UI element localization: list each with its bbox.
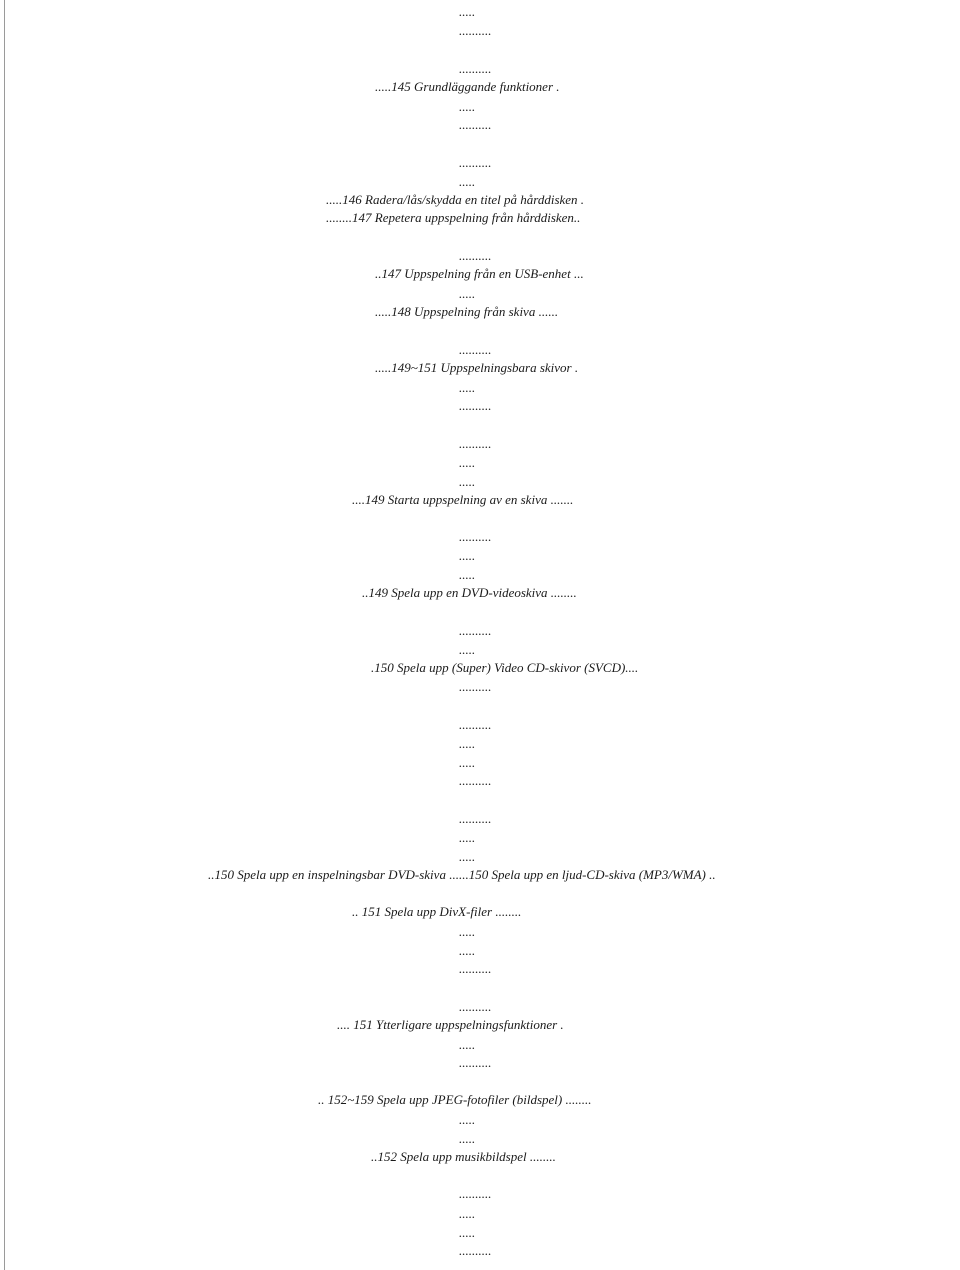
toc-line: ........147 Repetera uppspelning från hårddisken.. <box>326 210 581 225</box>
toc-line: ..... <box>459 642 476 657</box>
toc-line: .......... <box>459 623 492 638</box>
toc-line: ..... <box>459 380 476 395</box>
toc-line: ..149 Spela upp en DVD-videoskiva ........ <box>362 585 577 600</box>
toc-line: .......... <box>459 248 492 263</box>
toc-line: .......... <box>459 961 492 976</box>
toc-line: .. 151 Spela upp DivX-filer ........ <box>352 904 522 919</box>
toc-line: ..152 Spela upp musikbildspel ........ <box>371 1149 556 1164</box>
toc-line: ..... <box>459 1225 476 1240</box>
toc-line: .......... <box>459 773 492 788</box>
toc-line: .......... <box>459 342 492 357</box>
toc-line: .......... <box>459 679 492 694</box>
toc-line: .....149~151 Uppspelningsbara skivor . <box>375 360 579 375</box>
toc-line: .......... <box>459 999 492 1014</box>
toc-line: .....146 Radera/lås/skydda en titel på hårddisken . <box>326 192 585 207</box>
toc-line: ..... <box>459 455 476 470</box>
toc-line: .......... <box>459 529 492 544</box>
toc-line: ..... <box>459 849 476 864</box>
toc-line: .......... <box>459 1243 492 1258</box>
toc-line: ..... <box>459 924 476 939</box>
toc-line: .......... <box>459 811 492 826</box>
toc-line: ..... <box>459 1112 476 1127</box>
toc-line: ..... <box>459 567 476 582</box>
toc-line: .......... <box>459 155 492 170</box>
toc-line: .150 Spela upp (Super) Video CD-skivor (SVCD).... <box>371 660 639 675</box>
toc-line: ..... <box>459 1206 476 1221</box>
toc-line: .......... <box>459 717 492 732</box>
toc-line: ..... <box>459 286 476 301</box>
toc-line: ..... <box>459 1037 476 1052</box>
toc-line: ..... <box>459 1131 476 1146</box>
toc-line: .......... <box>459 1186 492 1201</box>
toc-line: ..... <box>459 736 476 751</box>
toc-line: ..... <box>459 474 476 489</box>
toc-line: ..... <box>459 943 476 958</box>
toc-line: ..... <box>459 174 476 189</box>
toc-line: .... 151 Ytterligare uppspelningsfunktioner . <box>337 1017 564 1032</box>
page-left-border <box>4 0 5 1270</box>
toc-line: ..150 Spela upp en inspelningsbar DVD-skiva ......150 Spela upp en ljud-CD-skiva (MP3/WMA) .. <box>208 867 716 882</box>
toc-line: .......... <box>459 398 492 413</box>
toc-line: ..... <box>459 4 476 19</box>
toc-line: .......... <box>459 436 492 451</box>
toc-line: .......... <box>459 23 492 38</box>
toc-line: .......... <box>459 61 492 76</box>
toc-line: .....145 Grundläggande funktioner . <box>375 79 560 94</box>
toc-line: .....148 Uppspelning från skiva ...... <box>375 304 559 319</box>
toc-line: .......... <box>459 117 492 132</box>
toc-line: .. 152~159 Spela upp JPEG-fotofiler (bildspel) ........ <box>318 1092 592 1107</box>
toc-line: ..... <box>459 830 476 845</box>
toc-line: ..... <box>459 99 476 114</box>
toc-line: ..... <box>459 755 476 770</box>
toc-line: ....149 Starta uppspelning av en skiva ....... <box>352 492 574 507</box>
toc-line: .......... <box>459 1055 492 1070</box>
toc-line: ..... <box>459 548 476 563</box>
toc-line: ..147 Uppspelning från en USB-enhet ... <box>375 266 584 281</box>
